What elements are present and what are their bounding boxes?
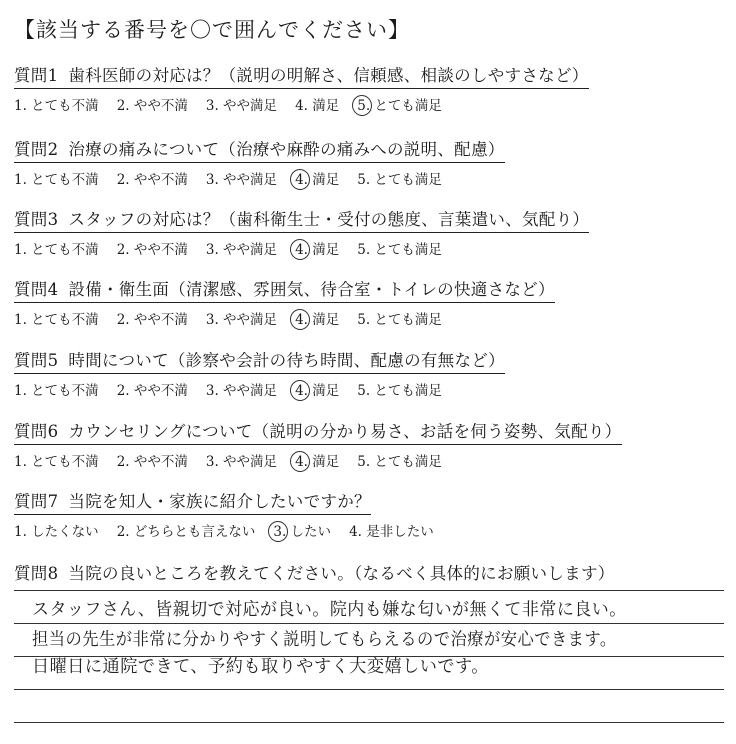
- option-label: とても満足: [370, 383, 442, 399]
- answer-options: [14, 308, 724, 328]
- option-label: 満足: [307, 454, 340, 470]
- answer-option[interactable]: [14, 520, 99, 540]
- question-number: 質問5: [14, 351, 59, 370]
- option-label: 是非したい: [361, 524, 434, 540]
- answer-options: [14, 238, 724, 258]
- option-number: 5.: [357, 312, 371, 328]
- answer-option-selected[interactable]: [295, 168, 339, 188]
- question-text: 歯科医師の対応は？（説明の明解さ、信頼感、相談のしやすさなど）: [68, 66, 589, 85]
- option-number: 1.: [14, 172, 27, 188]
- option-number: 3.: [205, 383, 219, 399]
- question-text: 治療の痛みについて（治療や麻酔の痛みへの説明、配慮）: [68, 140, 505, 159]
- question-number: 質問1: [14, 66, 59, 85]
- option-label: やや不満: [129, 383, 188, 399]
- question-number: 質問7: [14, 492, 59, 511]
- answer-option-selected[interactable]: [295, 238, 339, 258]
- option-number: 5.: [357, 172, 371, 188]
- answer-option[interactable]: [117, 308, 188, 328]
- answer-option-selected[interactable]: [273, 520, 331, 540]
- handwritten-line: スタッフさん、皆親切で対応が良い。院内も嫌な匂いが無くて非常に良い。: [32, 600, 627, 620]
- option-label: どちらとも言えない: [129, 524, 256, 540]
- option-number: 4.: [295, 383, 308, 399]
- option-label: とても満足: [370, 98, 442, 114]
- option-label: とても満足: [370, 242, 442, 258]
- option-label: とても満足: [370, 172, 442, 188]
- question-text: 当院を知人・家族に紹介したいですか？: [68, 492, 371, 511]
- question-number: 質問4: [14, 280, 59, 299]
- answer-option[interactable]: [117, 450, 188, 470]
- answer-option-selected[interactable]: [295, 450, 339, 470]
- question-6-title: [14, 418, 622, 445]
- handwritten-line: 日曜日に通院できて、予約も取りやすく大変嬉しいです。: [32, 657, 489, 677]
- answer-option[interactable]: [14, 450, 99, 470]
- option-label: やや満足: [218, 172, 278, 188]
- answer-option-selected[interactable]: [357, 94, 442, 114]
- question-3-title: [14, 206, 589, 233]
- instruction-header: 【該当する番号を〇で囲んでください】: [14, 18, 410, 42]
- option-number: 1.: [14, 312, 27, 328]
- option-number: 3.: [205, 242, 219, 258]
- answer-options: [14, 450, 724, 470]
- question-2: [14, 136, 724, 188]
- question-number: 質問3: [14, 210, 59, 229]
- question-1-title: [14, 62, 589, 89]
- option-label: 満足: [307, 172, 340, 188]
- answer-option[interactable]: [206, 238, 277, 258]
- option-number: 5.: [357, 98, 371, 114]
- question-5-title: [14, 347, 505, 374]
- question-4-title: [14, 276, 555, 303]
- option-number: 2.: [116, 312, 130, 328]
- answer-option[interactable]: [14, 379, 99, 399]
- option-number: 3.: [205, 172, 219, 188]
- option-number: 3.: [273, 524, 287, 540]
- ruled-line: [14, 722, 724, 723]
- answer-options: [14, 94, 724, 114]
- option-label: とても不満: [26, 383, 99, 399]
- answer-option[interactable]: [117, 379, 188, 399]
- answer-options: [14, 520, 724, 540]
- option-number: 5.: [357, 454, 371, 470]
- question-number: 質問2: [14, 140, 59, 159]
- option-number: 1.: [14, 454, 27, 470]
- option-label: とても不満: [26, 454, 99, 470]
- option-number: 4.: [295, 172, 308, 188]
- option-number: 1.: [14, 524, 27, 540]
- option-number: 1.: [14, 383, 27, 399]
- option-label: とても不満: [26, 312, 99, 328]
- option-label: とても満足: [370, 312, 442, 328]
- option-label: とても不満: [26, 172, 99, 188]
- question-8: [14, 560, 724, 586]
- answer-option[interactable]: [206, 94, 277, 114]
- option-label: とても不満: [26, 242, 99, 258]
- question-text: カウンセリングについて（説明の分かり易さ、お話を伺う姿勢、気配り）: [68, 422, 622, 441]
- answer-option[interactable]: [206, 379, 277, 399]
- answer-option[interactable]: [117, 94, 188, 114]
- question-3: [14, 206, 724, 258]
- option-label: やや不満: [129, 172, 188, 188]
- question-text: 時間について（診察や会計の待ち時間、配慮の有無など）: [68, 351, 505, 370]
- option-number: 4.: [295, 454, 308, 470]
- option-number: 4.: [295, 242, 308, 258]
- option-label: 満足: [307, 383, 340, 399]
- option-number: 2.: [116, 383, 130, 399]
- answer-option-selected[interactable]: [295, 308, 339, 328]
- answer-option[interactable]: [357, 379, 442, 399]
- option-number: 3.: [205, 454, 219, 470]
- question-1: [14, 62, 724, 114]
- question-7: [14, 488, 724, 540]
- option-label: したい: [286, 524, 332, 540]
- answer-option[interactable]: [14, 94, 99, 114]
- option-label: やや満足: [218, 242, 278, 258]
- option-number: 2.: [116, 242, 130, 258]
- option-number: 3.: [205, 98, 219, 114]
- option-number: 2.: [116, 454, 130, 470]
- option-label: 満足: [307, 312, 340, 328]
- ruled-line: [14, 623, 724, 624]
- option-number: 2.: [116, 524, 130, 540]
- option-label: とても不満: [26, 98, 99, 114]
- ruled-line: [14, 590, 724, 591]
- option-label: やや不満: [129, 242, 188, 258]
- option-label: 満足: [307, 98, 340, 114]
- answer-option[interactable]: [14, 238, 99, 258]
- question-text: 設備・衛生面（清潔感、雰囲気、待合室・トイレの快適さなど）: [68, 280, 555, 299]
- option-number: 4.: [295, 312, 308, 328]
- answer-option-selected[interactable]: [295, 379, 339, 399]
- answer-option[interactable]: [357, 308, 442, 328]
- option-label: やや満足: [218, 454, 278, 470]
- question-5: [14, 347, 724, 399]
- question-4: [14, 276, 724, 328]
- option-label: したくない: [26, 524, 99, 540]
- answer-option[interactable]: [357, 238, 442, 258]
- answer-option[interactable]: [357, 450, 442, 470]
- answer-option[interactable]: [206, 308, 277, 328]
- option-label: やや満足: [218, 98, 278, 114]
- answer-option[interactable]: [14, 308, 99, 328]
- option-number: 1.: [14, 242, 27, 258]
- answer-options: [14, 168, 724, 188]
- option-label: とても満足: [370, 454, 442, 470]
- question-6: [14, 418, 724, 470]
- answer-option[interactable]: [357, 168, 442, 188]
- question-8-title: [14, 560, 615, 586]
- ruled-line: [14, 689, 724, 690]
- answer-option[interactable]: [117, 168, 188, 188]
- option-number: 5.: [357, 242, 371, 258]
- option-number: 5.: [357, 383, 371, 399]
- option-number: 1.: [14, 98, 27, 114]
- answer-option[interactable]: [206, 168, 277, 188]
- option-number: 4.: [295, 98, 308, 114]
- answer-options: [14, 379, 724, 399]
- option-number: 4.: [349, 524, 362, 540]
- answer-option[interactable]: [295, 94, 339, 114]
- option-label: やや不満: [129, 454, 188, 470]
- question-2-title: [14, 136, 505, 163]
- question-text: スタッフの対応は？（歯科衛生士・受付の態度、言葉遣い、気配り）: [68, 210, 590, 229]
- question-number: 質問6: [14, 422, 59, 441]
- handwritten-line: 担当の先生が非常に分かりやすく説明してもらえるので治療が安心できます。: [32, 630, 617, 650]
- question-number: 質問8: [14, 564, 59, 583]
- question-7-title: [14, 488, 371, 515]
- option-label: やや満足: [218, 312, 278, 328]
- option-number: 3.: [205, 312, 219, 328]
- answer-option[interactable]: [117, 238, 188, 258]
- answer-option[interactable]: [117, 520, 256, 540]
- option-label: やや不満: [129, 312, 188, 328]
- answer-option[interactable]: [206, 450, 277, 470]
- option-number: 2.: [116, 98, 130, 114]
- option-label: 満足: [307, 242, 340, 258]
- option-label: やや不満: [129, 98, 188, 114]
- answer-option[interactable]: [14, 168, 99, 188]
- question-text: 当院の良いところを教えてください。（なるべく具体的にお願いします）: [68, 564, 615, 583]
- option-label: やや満足: [218, 383, 278, 399]
- option-number: 2.: [116, 172, 130, 188]
- answer-option[interactable]: [349, 520, 434, 540]
